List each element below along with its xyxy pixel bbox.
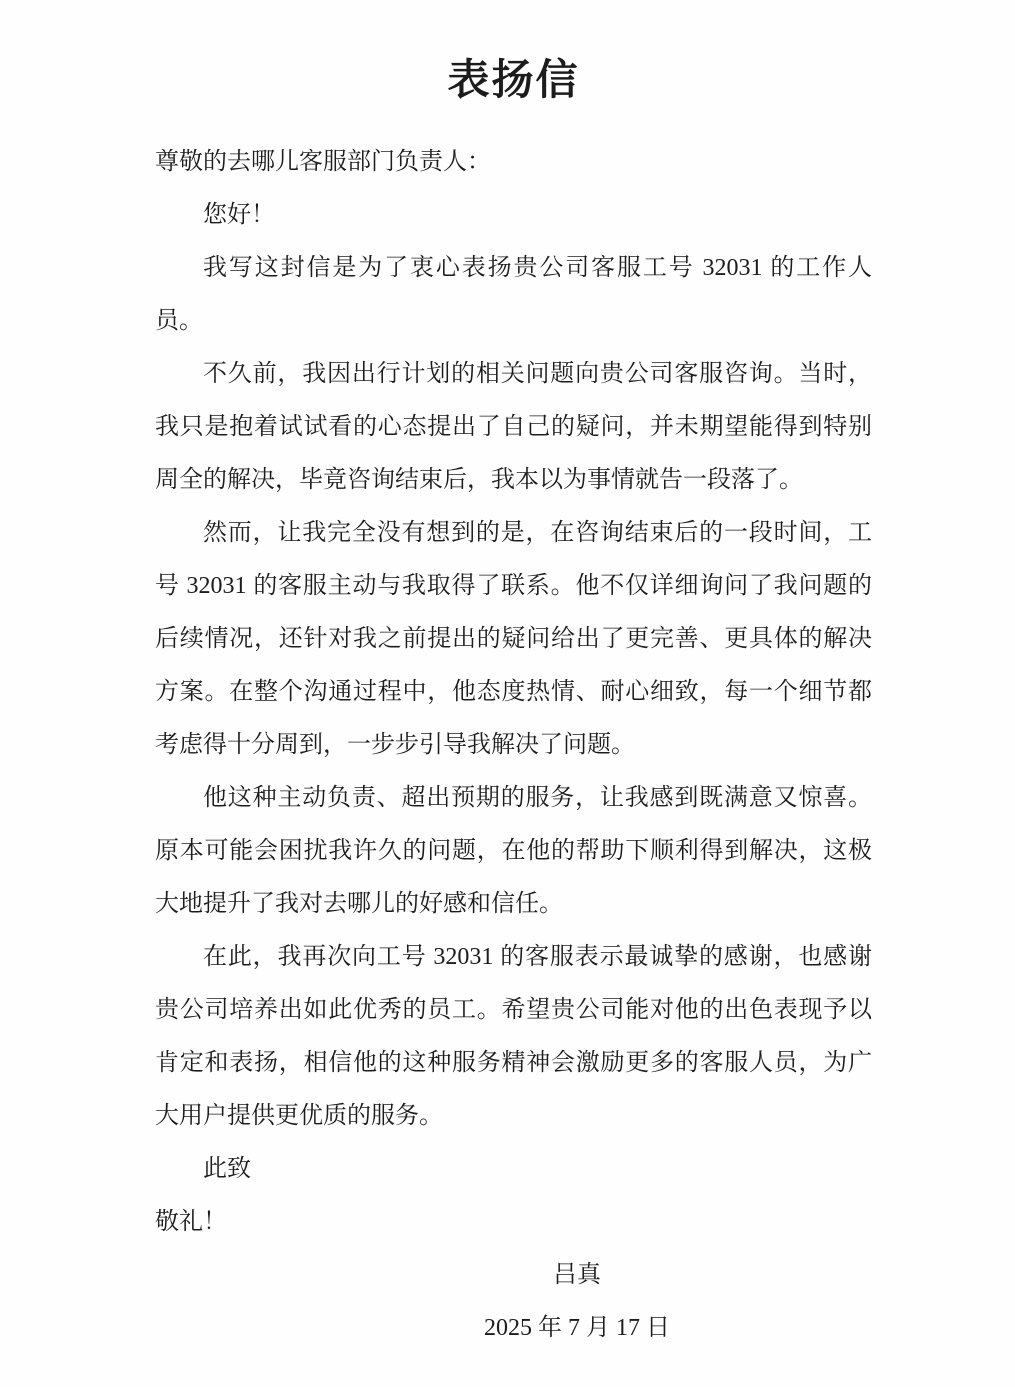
letter-salutation: 尊敬的去哪儿客服部门负责人： bbox=[155, 149, 491, 176]
letter-paragraph-thanks: 在此，我再次向工号 32031 的客服表示最诚挚的感谢，也感谢贵公司培养出如此优秀的员工。希望贵公司能对他的出色表现予以肯定和表扬，相信他的这种服务精神会激励更多的客服人员，为广大用户提供更优质的服务。 bbox=[155, 944, 872, 1130]
letter-paragraph-followup: 然而，让我完全没有想到的是，在咨询结束后的一段时间，工号 32031 的客服主动与我取得了联系。他不仅详细询问了我问题的后续情况，还针对我之前提出的疑问给出了更完善、更具体的解决方案。在整个沟通过程中，他态度热情、耐心细致，每一个细节都考虑得十分周到，一步步引导我解决了问题。 bbox=[155, 520, 872, 759]
signature-date: 2025 年 7 月 17 日 bbox=[484, 1315, 670, 1342]
letter-body bbox=[155, 136, 872, 1355]
letter-paragraph-impression: 他这种主动负责、超出预期的服务，让我感到既满意又惊喜。原本可能会困扰我许久的问题，在他的帮助下顺利得到解决，这极大地提升了我对去哪儿的好感和信任。 bbox=[155, 785, 872, 918]
signature-block bbox=[457, 1249, 697, 1355]
letter-title: 表扬信 bbox=[447, 58, 580, 104]
letter-paragraph-purpose: 我写这封信是为了衷心表扬贵公司客服工号 32031 的工作人员。 bbox=[155, 255, 872, 335]
signature-name: 吕真 bbox=[553, 1262, 601, 1289]
letter-closing-salute: 敬礼！ bbox=[155, 1209, 227, 1236]
letter-cizhi-line: 此致 bbox=[203, 1156, 251, 1183]
letter-greeting: 您好！ bbox=[203, 202, 275, 229]
letter-paragraph-background: 不久前，我因出行计划的相关问题向贵公司客服咨询。当时，我只是抱着试试看的心态提出了自己的疑问，并未期望能得到特别周全的解决，毕竟咨询结束后，我本以为事情就告一段落了。 bbox=[155, 361, 872, 494]
